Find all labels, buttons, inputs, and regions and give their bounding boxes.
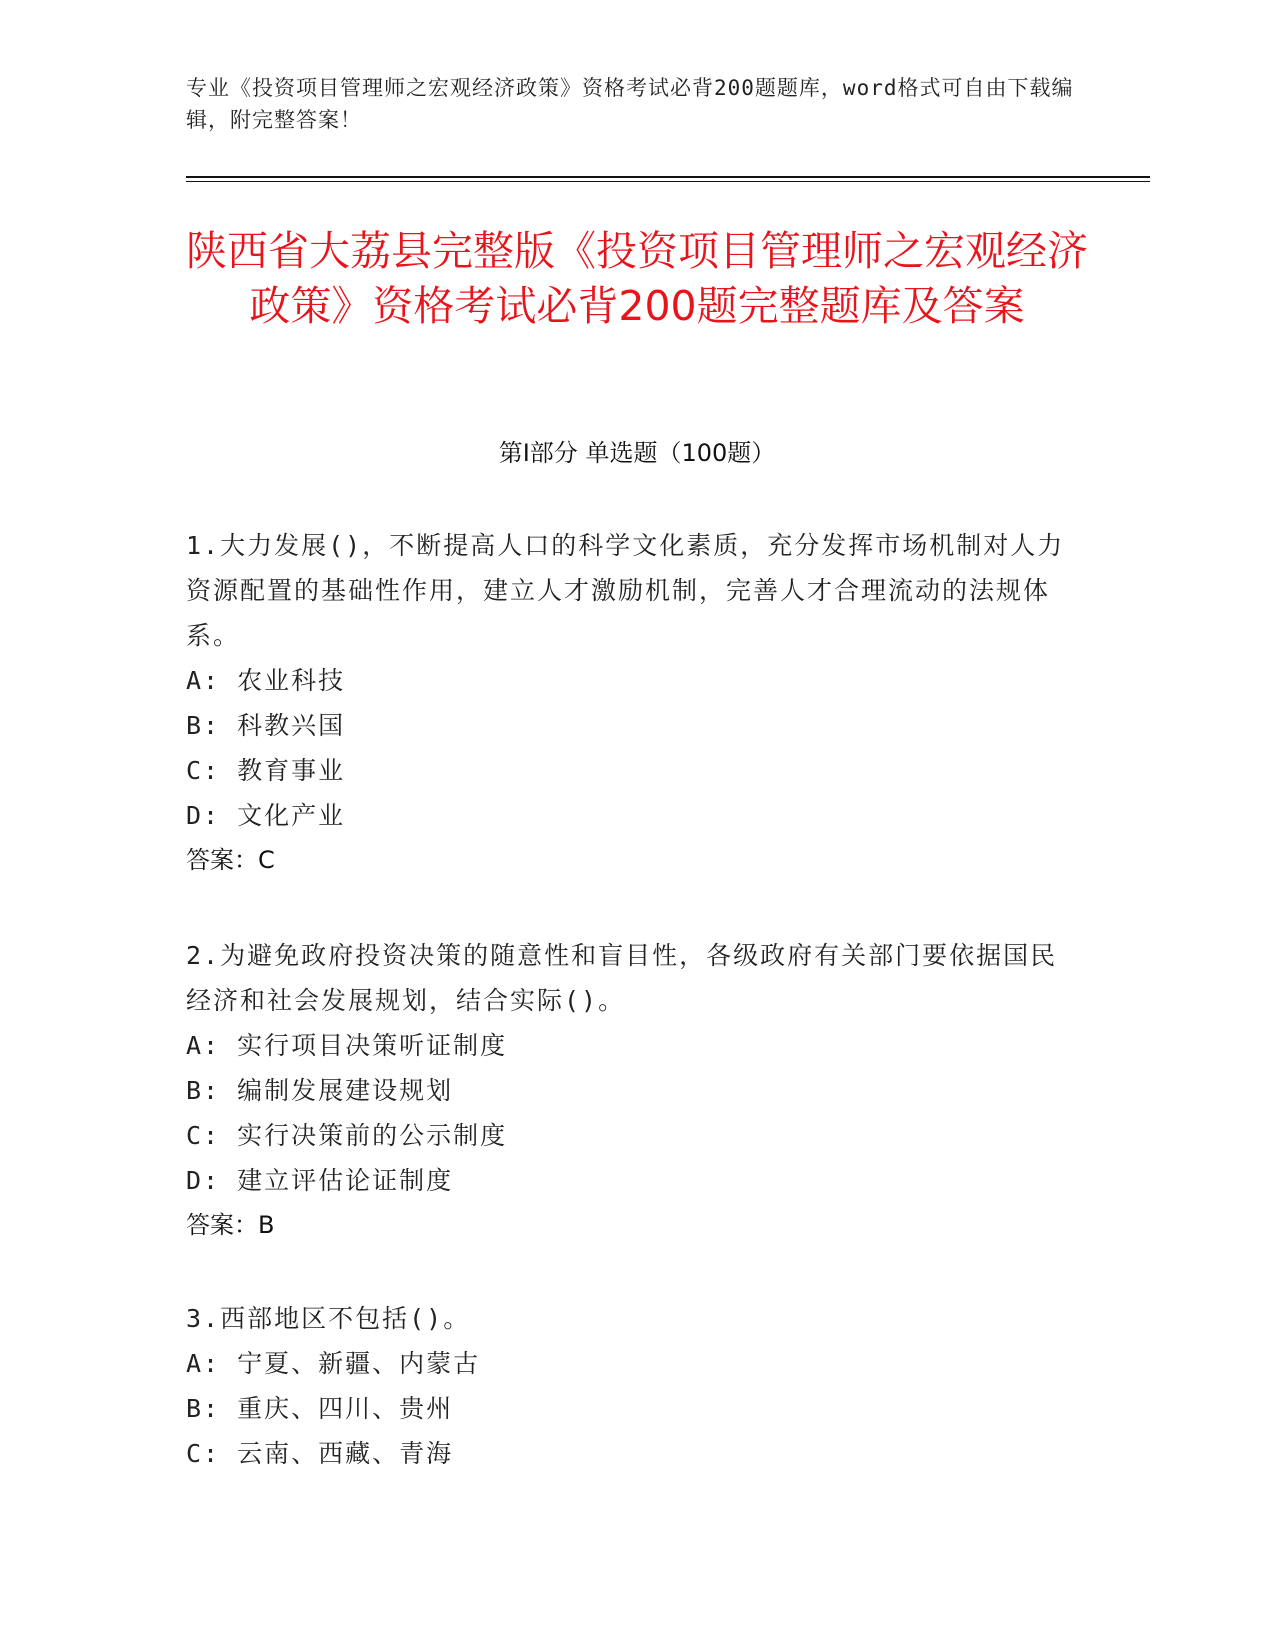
header-divider	[186, 176, 1150, 178]
option-c: C: 实行决策前的公示制度	[186, 1121, 508, 1150]
answer: 答案：B	[186, 1211, 275, 1239]
option-c: C: 云南、西藏、青海	[186, 1439, 454, 1468]
question-stem: 1.大力发展()，不断提高人口的科学文化素质，充分发挥市场机制对人力资源配置的基础性作用，建立人才激励机制，完善人才合理流动的法规体系。	[186, 531, 1065, 650]
option-d: D: 建立评估论证制度	[186, 1166, 454, 1195]
header-note: 专业《投资项目管理师之宏观经济政策》资格考试必背200题题库，word格式可自由下载编辑，附完整答案！	[186, 76, 1074, 132]
question-1	[186, 523, 1066, 883]
option-a: A: 实行项目决策听证制度	[186, 1031, 508, 1060]
option-b: B: 编制发展建设规划	[186, 1076, 454, 1105]
question-stem: 3.西部地区不包括()。	[186, 1304, 471, 1333]
option-d: D: 文化产业	[186, 801, 346, 830]
option-b: B: 重庆、四川、贵州	[186, 1394, 454, 1423]
question-2	[186, 933, 1066, 1248]
option-a: A: 宁夏、新疆、内蒙古	[186, 1349, 481, 1378]
option-b: B: 科教兴国	[186, 711, 346, 740]
option-c: C: 教育事业	[186, 756, 346, 785]
section-title: 第Ⅰ部分 单选题（100题）	[498, 439, 776, 467]
document-title: 陕西省大荔县完整版《投资项目管理师之宏观经济政策》资格考试必背200题完整题库及答案	[186, 227, 1088, 330]
header-divider-thin	[186, 181, 1150, 182]
answer: 答案：C	[186, 846, 275, 874]
question-stem: 2.为避免政府投资决策的随意性和盲目性，各级政府有关部门要依据国民经济和社会发展规划，结合实际()。	[186, 941, 1058, 1015]
option-a: A: 农业科技	[186, 666, 346, 695]
question-3	[186, 1296, 1066, 1476]
